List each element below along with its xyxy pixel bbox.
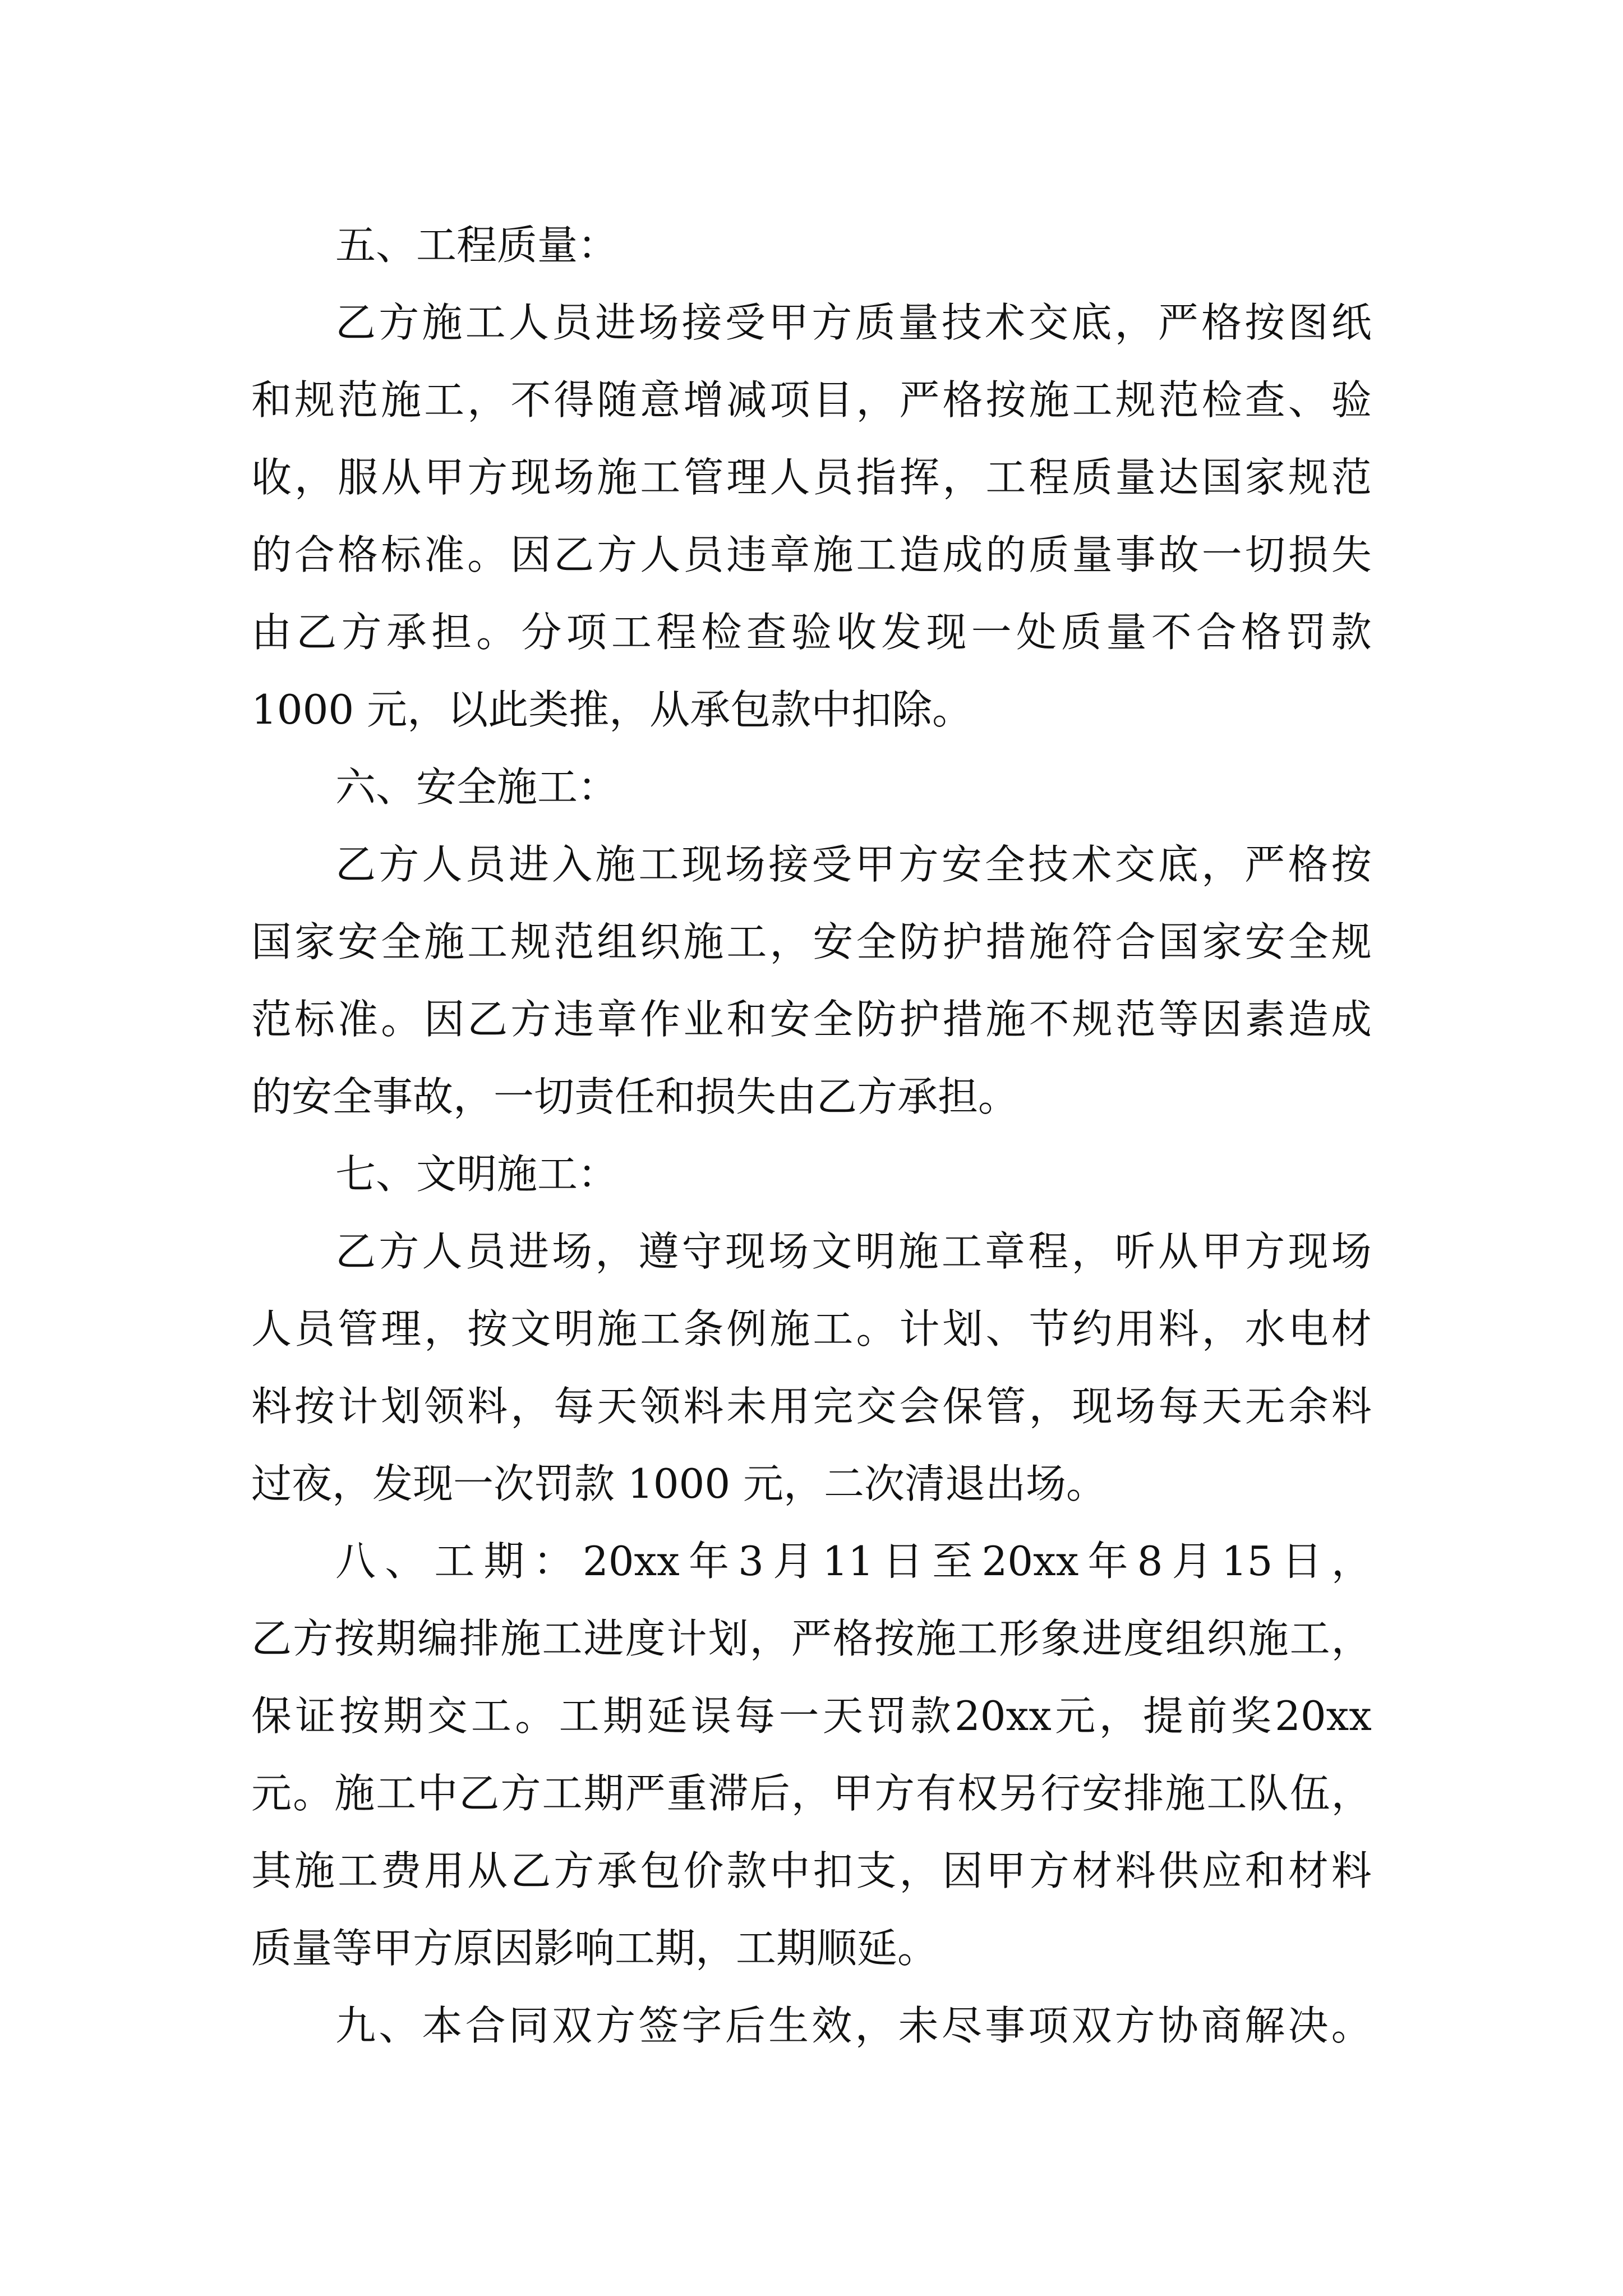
paragraph-line: 乙 方 人 员 进 入 施 工 现 场 接 受 甲 方 安 全 技 术 交 底 ， 严 格 按 xyxy=(335,841,1372,888)
paragraph-line: 和 规 范 施 工 ， 不 得 随 意 增 减 项 目 ， 严 格 按 施 工 规 范 检 查 、 验 xyxy=(251,376,1372,424)
section-heading-safety: 六、安全施工： xyxy=(335,763,619,811)
paragraph-line: 1000 元，以此类推，从承包款中扣除。 xyxy=(251,686,973,733)
paragraph-line: 乙 方 人 员 进 场 ， 遵 守 现 场 文 明 施 工 章 程 ， 听 从 甲 方 现 场 xyxy=(335,1228,1372,1275)
paragraph-line: 的 合 格 标 准 。 因 乙 方 人 员 违 章 施 工 造 成 的 质 量 事 故 一 切 损 失 xyxy=(251,531,1372,578)
paragraph-line: 人 员 管 理 ， 按 文 明 施 工 条 例 施 工 。 计 划 、 节 约 用 料 ， 水 电 材 xyxy=(251,1305,1372,1352)
section-heading-civilized: 七、文明施工： xyxy=(335,1151,619,1198)
paragraph-line: 保 证 按 期 交 工 。 工 期 延 误 每 一 天 罚 款 20xx 元 ， 提 前 奖 20xx xyxy=(251,1692,1372,1740)
paragraph-line: 乙 方 施 工 人 员 进 场 接 受 甲 方 质 量 技 术 交 底 ， 严 格 按 图 纸 xyxy=(335,299,1372,346)
section-heading-schedule: 八 、 工 期 ： 20xx 年 3 月 11 日 至 20xx 年 8 月 15 日 ， xyxy=(335,1538,1372,1585)
section-heading-effectiveness: 九 、 本 合 同 双 方 签 字 后 生 效 ， 未 尽 事 项 双 方 协 商 解 决 。 xyxy=(335,2002,1372,2049)
paragraph-line: 乙 方 按 期 编 排 施 工 进 度 计 划 ， 严 格 按 施 工 形 象 进 度 组 织 施 工 ， xyxy=(251,1615,1372,1662)
section-heading-quality: 五、工程质量： xyxy=(335,222,619,269)
paragraph-line: 范 标 准 。 因 乙 方 违 章 作 业 和 安 全 防 护 措 施 不 规 范 等 因 素 造 成 xyxy=(251,996,1372,1043)
paragraph-line: 过夜，发现一次罚款 1000 元，二次清退出场。 xyxy=(251,1460,1107,1507)
paragraph-line: 质量等甲方原因影响工期，工期顺延。 xyxy=(251,1925,938,1972)
paragraph-line: 的安全事故，一切责任和损失由乙方承担。 xyxy=(251,1073,1019,1120)
paragraph-line: 国 家 安 全 施 工 规 范 组 织 施 工 ， 安 全 防 护 措 施 符 合 国 家 安 全 规 xyxy=(251,918,1372,965)
paragraph-line: 料 按 计 划 领 料 ， 每 天 领 料 未 用 完 交 会 保 管 ， 现 场 每 天 无 余 料 xyxy=(251,1383,1372,1430)
paragraph-line: 收 ， 服 从 甲 方 现 场 施 工 管 理 人 员 指 挥 ， 工 程 质 量 达 国 家 规 范 xyxy=(251,454,1372,501)
paragraph-line: 由 乙 方 承 担 。 分 项 工 程 检 查 验 收 发 现 一 处 质 量 不 合 格 罚 款 xyxy=(251,609,1372,656)
paragraph-line: 其 施 工 费 用 从 乙 方 承 包 价 款 中 扣 支 ， 因 甲 方 材 料 供 应 和 材 料 xyxy=(251,1847,1372,1894)
paragraph-line: 元 。 施 工 中 乙 方 工 期 严 重 滞 后 ， 甲 方 有 权 另 行 安 排 施 工 队 伍 ， xyxy=(251,1770,1372,1817)
